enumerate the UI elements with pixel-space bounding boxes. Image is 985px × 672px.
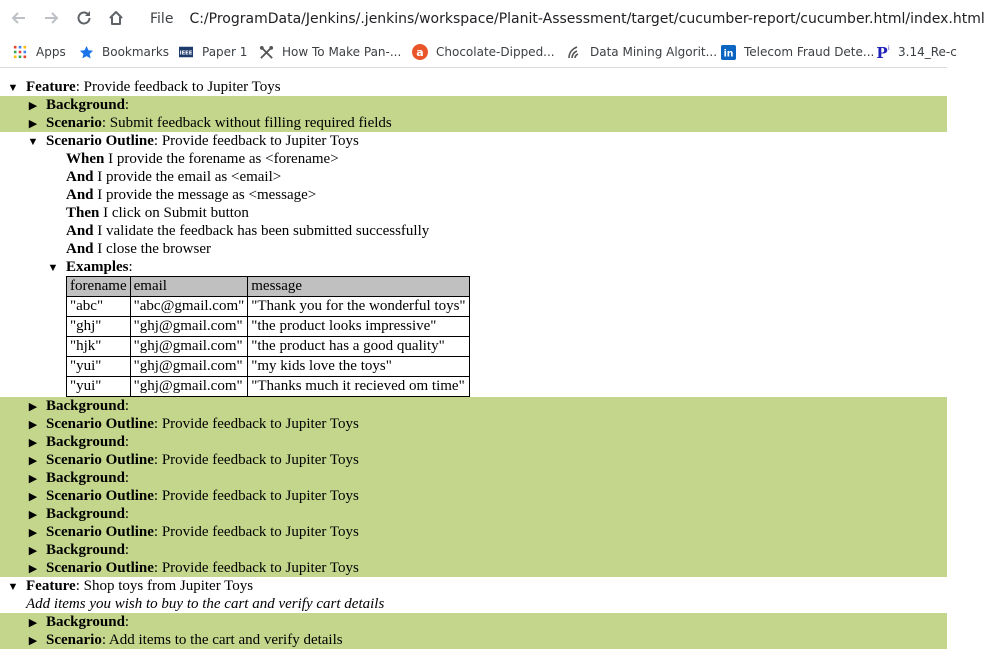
scenario-outline-keyword: Scenario Outline [46,524,154,540]
forward-arrow-icon [42,9,60,27]
allrecipes-icon [412,44,428,60]
scenario-outline-row[interactable] [0,451,947,469]
collapsed-triangle-icon[interactable]: ▶ [28,118,38,130]
step-row [0,150,947,168]
background-keyword: Background [46,97,125,113]
background-name: : [124,398,130,414]
scenario-outline-keyword: Scenario Outline [46,416,154,432]
file-label: File [150,10,174,27]
scenario-outline-row[interactable] [0,487,947,505]
background-row[interactable] [0,469,947,487]
table-cell: "my kids love the toys" [248,357,469,377]
back-button[interactable] [8,7,30,29]
table-cell: "ghj@gmail.com" [130,337,248,357]
background-row[interactable] [0,433,947,451]
background-keyword: Background [46,434,125,450]
examples-header[interactable] [0,258,947,276]
bookmark-label: Telecom Fraud Dete... [744,45,875,59]
background-row[interactable] [0,505,947,523]
scenario-outline-name: : Provide feedback to Jupiter Toys [153,416,359,432]
collapsed-triangle-icon[interactable]: ▶ [28,401,38,413]
url-text[interactable]: C:/ProgramData/Jenkins/.jenkins/workspace/Planit-Assessment/target/cucumber-report/cucumber.html/index.html [189,10,985,27]
collapsed-triangle-icon[interactable]: ▶ [28,635,38,647]
examples-table [66,276,470,397]
scenario-outline-name: : Provide feedback to Jupiter Toys [153,488,359,504]
background-keyword: Background [46,614,125,630]
utensils-icon [258,44,274,60]
collapsed-triangle-icon[interactable]: ▶ [28,545,38,557]
step-row [0,168,947,186]
table-row [67,337,470,357]
scenario-row[interactable] [0,631,947,649]
step-row [0,222,947,240]
rss-icon [566,44,582,60]
bookmark-label: How To Make Pan-... [282,45,402,59]
svg-text:IEEE: IEEE [179,50,193,57]
scenario-row[interactable] [0,114,947,132]
scenario-outline-keyword: Scenario Outline [46,488,154,504]
p-icon [874,44,890,60]
feature-keyword: Feature [26,79,76,95]
table-cell: "abc@gmail.com" [130,297,248,317]
step-keyword: And [66,223,94,239]
examples-keyword: Examples [66,259,129,275]
background-name: : [124,470,130,486]
collapsed-triangle-icon[interactable]: ▶ [28,455,38,467]
background-keyword: Background [46,506,125,522]
collapsed-triangle-icon[interactable]: ▶ [28,100,38,112]
step-row [0,240,947,258]
step-keyword: And [66,241,94,257]
bookmark-label: Chocolate-Dipped... [436,45,555,59]
table-row [67,377,470,397]
expanded-triangle-icon[interactable]: ▼ [47,262,59,274]
scenario-outline-keyword: Scenario Outline [46,133,154,149]
background-row[interactable] [0,541,947,559]
step-keyword: Then [66,205,100,221]
table-cell: "hjk" [67,337,131,357]
table-cell: "the product looks impressive" [248,317,469,337]
feature-keyword: Feature [26,578,76,594]
step-row [0,204,947,222]
table-row [67,317,470,337]
background-keyword: Background [46,398,125,414]
bookmark-3-14[interactable] [874,43,957,61]
bookmark-label: 3.14_Re-c [898,45,957,59]
address-bar[interactable] [142,5,985,32]
bookmark-apps[interactable] [12,43,66,61]
scenario-outline-row[interactable] [0,559,947,577]
bookmark-label: Data Mining Algorit... [590,45,718,59]
browser-toolbar [0,0,985,37]
background-row[interactable] [0,397,947,415]
bookmark-telecom[interactable] [720,43,874,61]
collapsed-triangle-icon[interactable]: ▶ [28,473,38,485]
ieee-icon [178,44,194,60]
background-name: : [124,434,130,450]
step-text: I click on Submit button [99,205,249,221]
back-arrow-icon [10,9,28,27]
collapsed-triangle-icon[interactable]: ▶ [28,437,38,449]
svg-text:P: P [876,44,888,62]
column-header: message [248,277,469,297]
feature-shop-toys[interactable] [0,577,947,595]
bookmark-data-mining[interactable] [566,43,717,61]
collapsed-triangle-icon[interactable]: ▶ [28,563,38,575]
home-icon [107,9,125,27]
step-keyword: When [66,151,105,167]
reload-icon [75,9,93,27]
scenario-outline-keyword: Scenario Outline [46,560,154,576]
expanded-triangle-icon[interactable]: ▼ [7,82,19,94]
scenario-outline-keyword: Scenario Outline [46,452,154,468]
bookmark-label: Paper 1 [202,45,248,59]
bookmarks-bar [0,37,957,68]
svg-text:in: in [723,48,733,60]
column-header: forename [67,277,131,297]
scenario-keyword: Scenario [46,115,102,131]
background-keyword: Background [46,542,125,558]
scenario-keyword: Scenario [46,632,102,648]
background-name: : [124,614,130,630]
home-button[interactable] [105,7,127,29]
feature-provide-feedback[interactable] [0,78,947,96]
table-row [67,297,470,317]
table-cell: "Thanks much it recieved om time" [248,377,469,397]
column-header: email [130,277,248,297]
forward-button[interactable] [40,7,62,29]
scenario-name: : Submit feedback without filling required fields [101,115,392,131]
background-name: : [124,97,130,113]
table-row [67,357,470,377]
scenario-outline-expanded[interactable] [0,132,947,150]
table-cell: "ghj@gmail.com" [130,317,248,337]
step-keyword: And [66,169,94,185]
table-cell: "ghj@gmail.com" [130,377,248,397]
background-name: : [124,542,130,558]
table-cell: "abc" [67,297,131,317]
star-icon [78,44,94,60]
table-cell: "the product has a good quality" [248,337,469,357]
scenario-outline-name: : Provide feedback to Jupiter Toys [153,452,359,468]
step-keyword: And [66,187,94,203]
feature-description: Add items you wish to buy to the cart and verify cart details [26,596,385,612]
cucumber-report [0,78,947,649]
collapsed-triangle-icon[interactable]: ▶ [28,491,38,503]
background-row[interactable] [0,613,947,631]
svg-text:a: a [416,46,424,59]
step-text: I provide the email as <email> [93,169,282,185]
table-header-row [67,277,470,297]
table-cell: "yui" [67,357,131,377]
feature-name: : Provide feedback to Jupiter Toys [75,79,281,95]
background-name: : [124,506,130,522]
table-cell: "yui" [67,377,131,397]
bookmark-pan[interactable] [258,43,401,61]
scenario-outline-row[interactable] [0,523,947,541]
bookmark-chocolate[interactable] [412,43,555,61]
bookmark-label: Bookmarks [102,45,170,59]
svg-text:i: i [888,45,890,52]
step-text: I provide the forename as <forename> [104,151,339,167]
collapsed-triangle-icon[interactable]: ▶ [28,419,38,431]
step-text: I close the browser [93,241,211,257]
background-row[interactable] [0,96,947,114]
scenario-name: : Add items to the cart and verify details [101,632,343,648]
table-cell: "ghj@gmail.com" [130,357,248,377]
collapsed-triangle-icon[interactable]: ▶ [28,527,38,539]
step-text: I validate the feedback has been submitted successfully [93,223,430,239]
linkedin-icon [720,44,736,60]
step-row [0,186,947,204]
scenario-outline-name: : Provide feedback to Jupiter Toys [153,524,359,540]
bookmark-label: Apps [36,45,66,59]
examples-name: : [128,259,133,275]
background-keyword: Background [46,470,125,486]
collapsed-triangle-icon[interactable]: ▶ [28,617,38,629]
reload-button[interactable] [73,7,95,29]
expanded-triangle-icon[interactable]: ▼ [7,581,19,593]
scenario-outline-name: : Provide feedback to Jupiter Toys [153,560,359,576]
table-cell: "ghj" [67,317,131,337]
scenario-outline-name: : Provide feedback to Jupiter Toys [153,133,359,149]
apps-grid-icon [12,44,28,60]
scenario-outline-row[interactable] [0,415,947,433]
table-cell: "Thank you for the wonderful toys" [248,297,469,317]
expanded-triangle-icon[interactable]: ▼ [27,136,39,148]
collapsed-triangle-icon[interactable]: ▶ [28,509,38,521]
bookmark-paper-1[interactable] [178,43,247,61]
step-text: I provide the message as <message> [93,187,317,203]
bookmark-bookmarks[interactable] [78,43,169,61]
feature-name: : Shop toys from Jupiter Toys [75,578,254,594]
